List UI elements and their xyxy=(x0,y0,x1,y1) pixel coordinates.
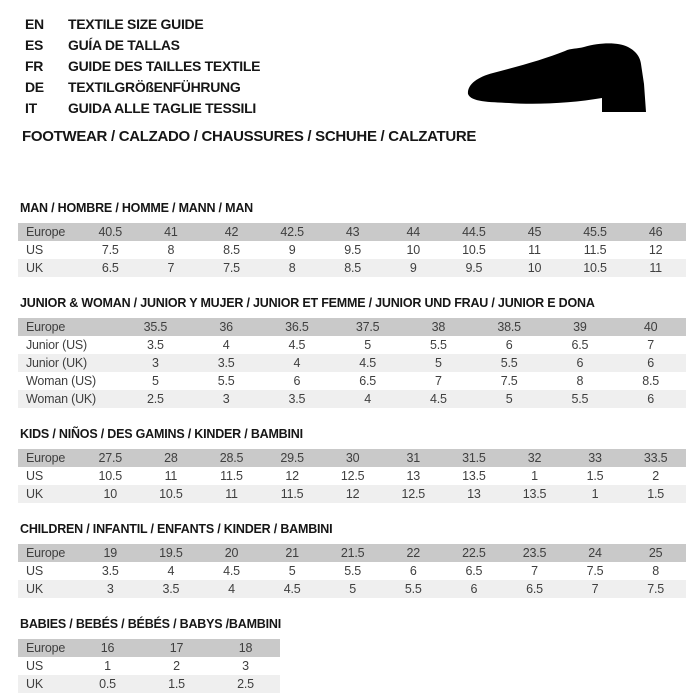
table-row xyxy=(18,241,686,259)
row-label: Woman (US) xyxy=(26,374,97,388)
table-row xyxy=(18,449,686,467)
size-cell: 9.5 xyxy=(344,243,362,257)
size-cell: 1 xyxy=(591,487,599,501)
size-cell: 36.5 xyxy=(285,320,309,334)
size-cell: 20 xyxy=(224,546,239,560)
size-cell: 5 xyxy=(364,338,371,352)
table-row xyxy=(18,485,686,503)
size-cell: 8 xyxy=(576,374,584,388)
row-label: Europe xyxy=(26,641,66,655)
size-cell: 19 xyxy=(103,546,118,560)
size-cell: 33 xyxy=(588,451,602,465)
size-cell: 4 xyxy=(167,564,175,578)
size-cell: 4.5 xyxy=(288,338,306,352)
row-label: Europe xyxy=(26,225,66,239)
size-cell: 2 xyxy=(652,469,660,483)
size-cell: 8 xyxy=(652,564,660,578)
size-cell: 4.5 xyxy=(283,582,301,596)
row-label: UK xyxy=(26,261,43,275)
table-row xyxy=(18,372,686,390)
language-code: IT xyxy=(25,100,37,116)
size-cell: 7.5 xyxy=(500,374,518,388)
table-row xyxy=(18,390,686,408)
size-cell: 4 xyxy=(293,356,301,370)
size-cell: 3.5 xyxy=(162,582,180,596)
row-label: US xyxy=(26,564,43,578)
language-title: TEXTILE SIZE GUIDE xyxy=(68,16,204,32)
size-cell: 22.5 xyxy=(462,546,486,560)
size-table-babies xyxy=(18,639,280,693)
table-row xyxy=(18,562,686,580)
table-title-junior-woman: JUNIOR & WOMAN / JUNIOR Y MUJER / JUNIOR ET FEMME / JUNIOR UND FRAU / JUNIOR E DONA xyxy=(20,296,595,310)
row-label: UK xyxy=(26,582,43,596)
size-cell: 4.5 xyxy=(359,356,377,370)
size-cell: 8.5 xyxy=(344,261,362,275)
size-cell: 10 xyxy=(406,243,421,257)
size-cell: 21.5 xyxy=(340,546,365,560)
size-cell: 11 xyxy=(225,487,238,501)
table-title-kids: KIDS / NIÑOS / DES GAMINS / KINDER / BAMBINI xyxy=(20,427,303,441)
size-cell: 1 xyxy=(104,659,111,673)
size-cell: 12 xyxy=(345,487,360,501)
size-cell: 7.5 xyxy=(101,243,119,257)
size-cell: 5.5 xyxy=(571,392,589,406)
table-row xyxy=(18,318,686,336)
size-cell: 44.5 xyxy=(462,225,486,239)
size-cell: 18 xyxy=(238,641,253,655)
size-cell: 9 xyxy=(409,261,417,275)
row-label: Europe xyxy=(26,546,66,560)
size-cell: 4 xyxy=(228,582,235,596)
size-cell: 43 xyxy=(345,225,360,239)
row-label: US xyxy=(26,469,43,483)
size-cell: 40.5 xyxy=(98,225,123,239)
size-cell: 5.5 xyxy=(217,374,235,388)
size-table-section-children xyxy=(18,522,688,598)
table-row xyxy=(18,467,686,485)
row-label: Junior (US) xyxy=(26,338,88,352)
size-table-section-babies xyxy=(18,617,688,693)
size-cell: 8.5 xyxy=(223,243,240,257)
row-label: US xyxy=(26,659,43,673)
size-cell: 11 xyxy=(649,261,662,275)
size-cell: 10.5 xyxy=(159,487,183,501)
size-cell: 28.5 xyxy=(219,451,244,465)
row-label: Junior (UK) xyxy=(26,356,88,370)
size-cell: 2.5 xyxy=(237,677,254,691)
size-cell: 12 xyxy=(285,469,299,483)
size-cell: 3.5 xyxy=(101,564,119,578)
language-code: FR xyxy=(25,58,44,74)
table-row xyxy=(18,544,686,562)
size-cell: 4.5 xyxy=(429,392,447,406)
size-cell: 33.5 xyxy=(643,451,668,465)
size-cell: 35.5 xyxy=(143,320,168,334)
size-cell: 0.5 xyxy=(99,677,116,691)
size-cell: 7 xyxy=(434,374,442,388)
size-cell: 46 xyxy=(648,225,663,239)
size-cell: 38 xyxy=(431,320,446,334)
size-cell: 39 xyxy=(573,320,587,334)
table-row xyxy=(18,639,280,657)
size-cell: 32 xyxy=(527,451,542,465)
size-cell: 5.5 xyxy=(404,582,422,596)
size-cell: 42 xyxy=(224,225,239,239)
size-cell: 29.5 xyxy=(280,451,304,465)
size-cell: 31.5 xyxy=(462,451,486,465)
size-cell: 5 xyxy=(349,582,357,596)
size-cell: 1.5 xyxy=(168,677,185,691)
language-title: GUÍA DE TALLAS xyxy=(68,37,180,53)
size-cell: 6 xyxy=(409,564,417,578)
size-cell: 1.5 xyxy=(647,487,665,501)
size-cell: 10.5 xyxy=(98,469,123,483)
size-cell: 13 xyxy=(406,469,421,483)
size-cell: 6.5 xyxy=(101,261,119,275)
size-cell: 8 xyxy=(167,243,175,257)
size-cell: 21 xyxy=(285,546,299,560)
size-cell: 30 xyxy=(345,451,360,465)
size-cell: 37.5 xyxy=(355,320,380,334)
size-cell: 16 xyxy=(100,641,115,655)
table-row xyxy=(18,657,280,675)
size-cell: 40 xyxy=(643,320,658,334)
size-cell: 42.5 xyxy=(280,225,304,239)
size-cell: 13.5 xyxy=(462,469,486,483)
table-row xyxy=(18,259,686,277)
size-table-kids xyxy=(18,449,686,503)
table-title-man: MAN / HOMBRE / HOMME / MANN / MAN xyxy=(20,201,253,215)
size-cell: 6.5 xyxy=(465,564,483,578)
size-cell: 7.5 xyxy=(586,564,604,578)
size-cell: 5 xyxy=(434,356,442,370)
size-cell: 7 xyxy=(647,338,654,352)
table-title-babies: BABIES / BEBÉS / BÉBÉS / BABYS /BAMBINI xyxy=(20,617,281,631)
size-cell: 28 xyxy=(164,451,178,465)
language-code: EN xyxy=(25,16,44,32)
language-row xyxy=(25,14,688,35)
language-code: ES xyxy=(25,37,44,53)
row-label: US xyxy=(26,243,43,257)
size-cell: 1 xyxy=(531,469,538,483)
size-table-man xyxy=(18,223,686,277)
size-cell: 3.5 xyxy=(217,356,235,370)
size-cell: 36 xyxy=(219,320,233,334)
language-title: GUIDA ALLE TAGLIE TESSILI xyxy=(68,100,256,116)
row-label: Europe xyxy=(26,451,66,465)
size-table-section-kids xyxy=(18,427,688,503)
row-label: Europe xyxy=(26,320,66,334)
size-cell: 45 xyxy=(527,225,542,239)
size-cell: 7 xyxy=(591,582,599,596)
language-title: TEXTILGRÖßENFÜHRUNG xyxy=(68,79,241,95)
size-cell: 5 xyxy=(505,392,513,406)
size-table-children xyxy=(18,544,686,598)
size-cell: 5 xyxy=(288,564,296,578)
size-cell: 6 xyxy=(576,356,584,370)
size-cell: 3 xyxy=(242,659,249,673)
table-row xyxy=(18,223,686,241)
size-cell: 6 xyxy=(505,338,513,352)
size-cell: 8.5 xyxy=(642,374,660,388)
size-cell: 4 xyxy=(222,338,230,352)
size-cell: 17 xyxy=(169,641,184,655)
size-cell: 12.5 xyxy=(340,469,365,483)
size-cell: 19.5 xyxy=(159,546,183,560)
size-cell: 3 xyxy=(222,392,230,406)
size-cell: 24 xyxy=(588,546,602,560)
size-tables xyxy=(18,201,688,693)
size-cell: 22 xyxy=(406,546,421,560)
size-cell: 5 xyxy=(151,374,159,388)
size-cell: 5.5 xyxy=(429,338,447,352)
size-cell: 12 xyxy=(648,243,663,257)
size-cell: 11.5 xyxy=(280,487,304,501)
row-label: UK xyxy=(26,677,43,691)
size-table-junior-woman xyxy=(18,318,686,408)
size-cell: 38.5 xyxy=(497,320,521,334)
size-cell: 6 xyxy=(470,582,478,596)
row-label: Woman (UK) xyxy=(26,392,97,406)
size-cell: 2.5 xyxy=(146,392,164,406)
size-cell: 13 xyxy=(467,487,481,501)
size-cell: 6 xyxy=(293,374,301,388)
size-cell: 44 xyxy=(406,225,421,239)
size-cell: 11 xyxy=(528,243,541,257)
size-cell: 6.5 xyxy=(526,582,543,596)
size-cell: 7.5 xyxy=(647,582,665,596)
size-cell: 7.5 xyxy=(223,261,240,275)
size-cell: 11.5 xyxy=(220,469,243,483)
size-cell: 6 xyxy=(647,356,654,370)
size-cell: 9 xyxy=(288,243,296,257)
size-cell: 3.5 xyxy=(146,338,164,352)
size-cell: 10 xyxy=(527,261,542,275)
size-cell: 11 xyxy=(164,469,178,483)
size-cell: 31 xyxy=(406,451,421,465)
row-label: UK xyxy=(26,487,43,501)
size-table-section-man xyxy=(18,201,688,277)
size-cell: 25 xyxy=(648,546,663,560)
size-cell: 12.5 xyxy=(401,487,426,501)
size-cell: 5.5 xyxy=(344,564,362,578)
size-cell: 4.5 xyxy=(223,564,240,578)
size-cell: 4 xyxy=(364,392,371,406)
size-cell: 9.5 xyxy=(465,261,483,275)
dress-shoe-icon xyxy=(465,42,663,115)
language-title: GUIDE DES TAILLES TEXTILE xyxy=(68,58,261,74)
size-cell: 1.5 xyxy=(586,469,604,483)
size-cell: 6.5 xyxy=(359,374,377,388)
size-cell: 6 xyxy=(647,392,654,406)
size-cell: 45.5 xyxy=(583,225,607,239)
size-cell: 10.5 xyxy=(583,261,607,275)
size-cell: 3 xyxy=(106,582,114,596)
size-cell: 5.5 xyxy=(500,356,518,370)
table-row xyxy=(18,336,686,354)
size-cell: 10.5 xyxy=(462,243,486,257)
language-code: DE xyxy=(25,79,44,95)
size-cell: 10 xyxy=(103,487,118,501)
table-title-children: CHILDREN / INFANTIL / ENFANTS / KINDER / BAMBINI xyxy=(20,522,333,536)
size-cell: 3 xyxy=(151,356,159,370)
size-cell: 23.5 xyxy=(522,546,547,560)
size-cell: 6.5 xyxy=(571,338,589,352)
size-cell: 7 xyxy=(531,564,538,578)
table-row xyxy=(18,580,686,598)
size-cell: 8 xyxy=(288,261,296,275)
table-row xyxy=(18,675,280,693)
category-title: FOOTWEAR / CALZADO / CHAUSSURES / SCHUHE / CALZATURE xyxy=(22,128,477,145)
size-cell: 11.5 xyxy=(583,243,607,257)
size-table-section-junior-woman xyxy=(18,296,688,408)
size-cell: 2 xyxy=(173,659,180,673)
size-cell: 27.5 xyxy=(98,451,123,465)
table-row xyxy=(18,354,686,372)
size-cell: 7 xyxy=(167,261,175,275)
size-cell: 3.5 xyxy=(288,392,306,406)
size-cell: 41 xyxy=(164,225,178,239)
size-cell: 13.5 xyxy=(522,487,547,501)
